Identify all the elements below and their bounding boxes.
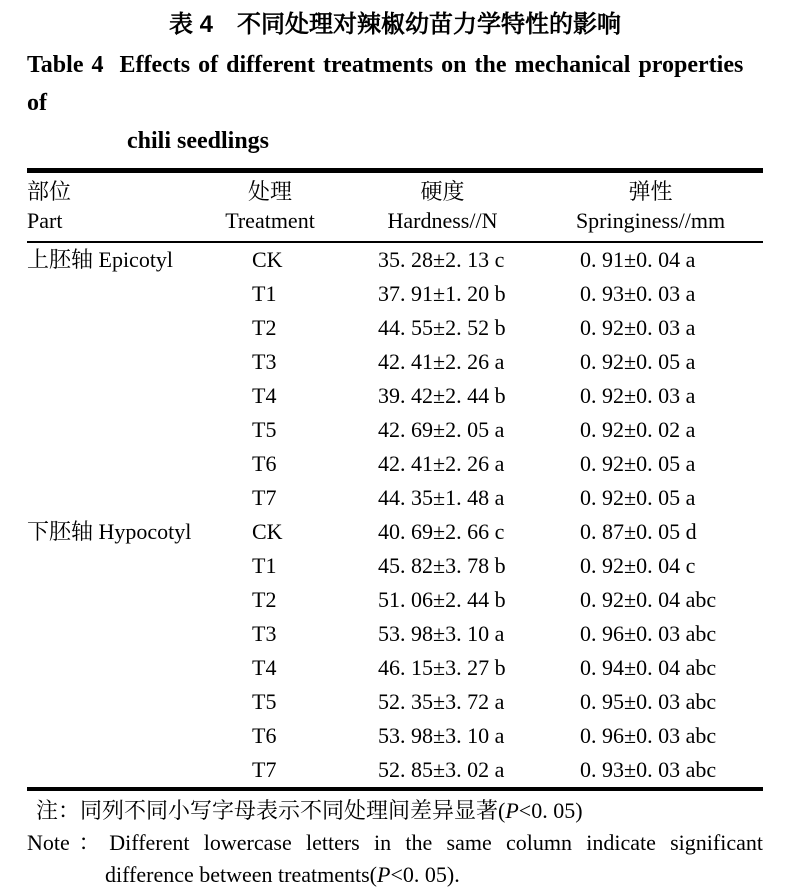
table-title-zh: 表 4 不同处理对辣椒幼苗力学特性的影响 <box>168 11 621 38</box>
table-row <box>27 277 763 311</box>
table-row <box>27 481 763 515</box>
note-zh-p-symbol: P <box>505 798 519 823</box>
header-row <box>27 171 763 243</box>
treatment-cell: T7 <box>252 757 277 782</box>
part-cell <box>27 311 205 345</box>
col-header-part-zh: 部位 <box>27 179 72 204</box>
col-header-treatment <box>205 171 335 243</box>
hardness-cell: 37. 91±1. 20 b <box>378 281 506 306</box>
part-cell <box>27 379 205 413</box>
table-row <box>27 379 763 413</box>
table-row <box>27 753 763 789</box>
springiness-cell: 0. 93±0. 03 a <box>580 281 696 306</box>
table-title-en-line1: Table 4 Effects of different treatments on the mechanical properties of <box>27 52 744 116</box>
hardness-cell: 53. 98±3. 10 a <box>378 723 505 748</box>
note-zh-text: 注：同列不同小写字母表示不同处理间差异显著( <box>36 798 506 823</box>
part-cell <box>27 277 205 311</box>
table-row <box>27 549 763 583</box>
springiness-cell: 0. 92±0. 03 a <box>580 383 696 408</box>
springiness-cell: 0. 92±0. 03 a <box>580 315 696 340</box>
treatment-cell: T3 <box>252 621 277 646</box>
treatment-cell: T4 <box>252 383 277 408</box>
treatment-cell: T6 <box>252 451 277 476</box>
part-cell: 下胚轴 Hypocotyl <box>27 519 192 544</box>
table-row <box>27 719 763 753</box>
hardness-cell: 44. 55±2. 52 b <box>378 315 506 340</box>
note-en-line2 <box>27 859 763 891</box>
treatment-cell: T4 <box>252 655 277 680</box>
treatment-cell: CK <box>252 247 283 272</box>
table-row <box>27 583 763 617</box>
treatment-cell: T1 <box>252 281 277 306</box>
col-header-part <box>27 171 205 243</box>
part-cell <box>27 753 205 789</box>
springiness-cell: 0. 93±0. 03 abc <box>580 757 717 782</box>
springiness-cell: 0. 94±0. 04 abc <box>580 655 717 680</box>
springiness-cell: 0. 87±0. 05 d <box>580 519 697 544</box>
table-body <box>27 242 763 789</box>
part-cell <box>27 413 205 447</box>
hardness-cell: 42. 41±2. 26 a <box>378 451 505 476</box>
part-cell <box>27 583 205 617</box>
hardness-cell: 52. 35±3. 72 a <box>378 689 505 714</box>
springiness-cell: 0. 92±0. 05 a <box>580 349 696 374</box>
table-row <box>27 515 763 549</box>
col-header-hardness <box>335 171 550 243</box>
table-row <box>27 311 763 345</box>
treatment-cell: T2 <box>252 315 277 340</box>
part-cell <box>27 549 205 583</box>
hardness-cell: 44. 35±1. 48 a <box>378 485 505 510</box>
table-note <box>27 794 763 891</box>
springiness-cell: 0. 92±0. 05 a <box>580 451 696 476</box>
hardness-cell: 52. 85±3. 02 a <box>378 757 505 782</box>
part-cell <box>27 685 205 719</box>
treatment-cell: T1 <box>252 553 277 578</box>
springiness-cell: 0. 92±0. 05 a <box>580 485 696 510</box>
springiness-cell: 0. 95±0. 03 abc <box>580 689 717 714</box>
hardness-cell: 42. 41±2. 26 a <box>378 349 505 374</box>
table-row <box>27 242 763 277</box>
note-en-text-end: <0. 05). <box>390 862 460 887</box>
springiness-cell: 0. 92±0. 04 c <box>580 553 696 578</box>
part-cell: 上胚轴 Epicotyl <box>27 247 174 272</box>
col-header-springiness <box>550 171 763 243</box>
col-header-hardness-zh: 硬度 <box>420 179 465 204</box>
treatment-cell: T3 <box>252 349 277 374</box>
table-row <box>27 345 763 379</box>
springiness-cell: 0. 96±0. 03 abc <box>580 723 717 748</box>
table-row <box>27 617 763 651</box>
treatment-cell: T2 <box>252 587 277 612</box>
hardness-cell: 40. 69±2. 66 c <box>378 519 505 544</box>
part-cell <box>27 481 205 515</box>
hardness-cell: 35. 28±2. 13 c <box>378 247 505 272</box>
springiness-cell: 0. 91±0. 04 a <box>580 247 696 272</box>
col-header-treatment-zh: 处理 <box>247 179 292 204</box>
part-cell <box>27 447 205 481</box>
treatment-cell: T5 <box>252 689 277 714</box>
table-row <box>27 651 763 685</box>
part-cell <box>27 651 205 685</box>
col-header-springiness-zh: 弹性 <box>628 179 673 204</box>
springiness-cell: 0. 96±0. 03 abc <box>580 621 717 646</box>
treatment-cell: T5 <box>252 417 277 442</box>
col-header-hardness-en: Hardness//N <box>387 208 498 233</box>
part-cell <box>27 345 205 379</box>
table-title-en-line2: chili seedlings <box>127 128 270 154</box>
note-en-p-symbol: P <box>377 862 391 887</box>
note-zh-text-end: <0. 05) <box>518 798 583 823</box>
note-zh <box>27 794 763 827</box>
treatment-cell: CK <box>252 519 283 544</box>
hardness-cell: 39. 42±2. 44 b <box>378 383 506 408</box>
col-header-treatment-en: Treatment <box>225 208 315 233</box>
note-en-line1: Note：Different lowercase letters in the same column indicate significant <box>27 830 763 855</box>
col-header-springiness-en: Springiness//mm <box>575 208 726 233</box>
hardness-cell: 51. 06±2. 44 b <box>378 587 506 612</box>
springiness-cell: 0. 92±0. 04 abc <box>580 587 717 612</box>
springiness-cell: 0. 92±0. 02 a <box>580 417 696 442</box>
hardness-cell: 42. 69±2. 05 a <box>378 417 505 442</box>
part-cell <box>27 719 205 753</box>
note-en-text: difference between treatments( <box>105 862 378 887</box>
treatment-cell: T6 <box>252 723 277 748</box>
table-row <box>27 447 763 481</box>
table-row <box>27 685 763 719</box>
table-row <box>27 413 763 447</box>
hardness-cell: 45. 82±3. 78 b <box>378 553 506 578</box>
data-table <box>27 168 763 791</box>
treatment-cell: T7 <box>252 485 277 510</box>
hardness-cell: 46. 15±3. 27 b <box>378 655 506 680</box>
col-header-part-en: Part <box>27 208 63 233</box>
hardness-cell: 53. 98±3. 10 a <box>378 621 505 646</box>
part-cell <box>27 617 205 651</box>
table-header <box>27 171 763 243</box>
